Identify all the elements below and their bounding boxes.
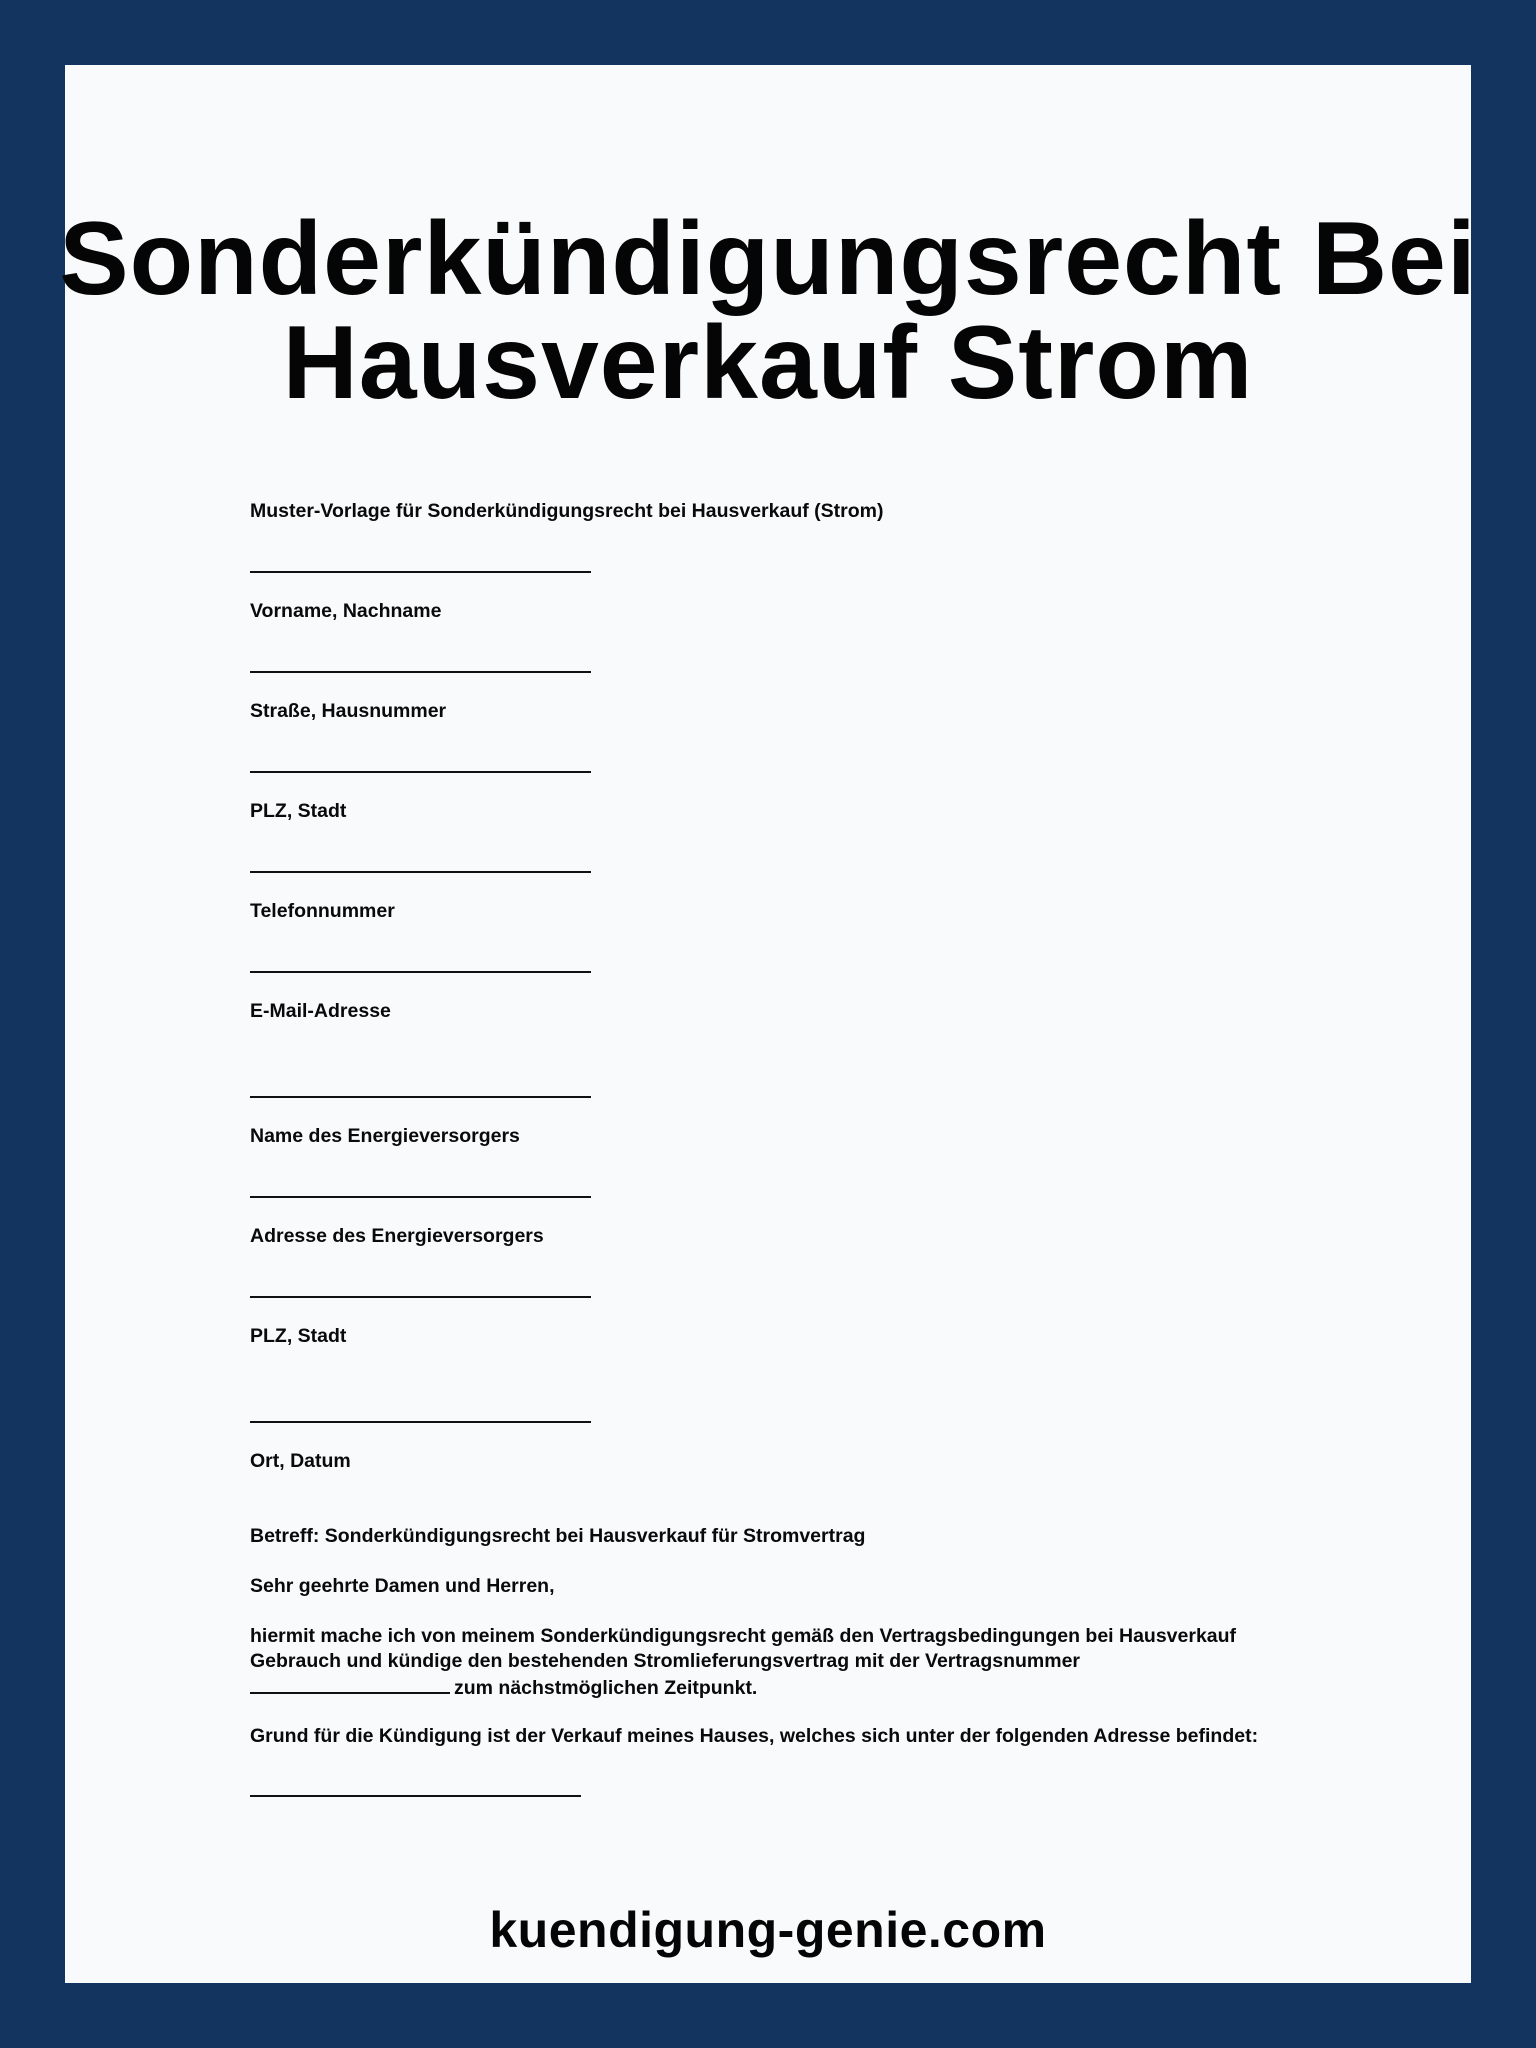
input-line[interactable]: [250, 871, 591, 873]
template-subtitle: Muster-Vorlage für Sonderkündigungsrecht bei Hausverkauf (Strom): [250, 500, 884, 522]
letter-salutation: Sehr geehrte Damen und Herren,: [250, 1575, 555, 1597]
input-line[interactable]: [250, 771, 591, 773]
letter-subject: Betreff: Sonderkündigungsrecht bei Hausverkauf für Stromvertrag: [250, 1525, 866, 1547]
input-line[interactable]: [250, 971, 591, 973]
title-line-1: Sonderkündigungsrecht Bei: [59, 201, 1477, 317]
input-line[interactable]: [250, 1421, 591, 1423]
address-input-line[interactable]: [250, 1795, 581, 1797]
input-line[interactable]: [250, 571, 591, 573]
field-label-email: E-Mail-Adresse: [250, 1000, 391, 1022]
letter-paragraph-1: [250, 1624, 1290, 1701]
field-label-provider-name: Name des Energieversorgers: [250, 1125, 520, 1147]
field-label-phone: Telefonnummer: [250, 900, 395, 922]
field-label-name: Vorname, Nachname: [250, 600, 442, 622]
paragraph-1-text: hiermit mache ich von meinem Sonderkündigungsrecht gemäß den Vertragsbedingungen bei Hausverkauf Gebrauch und kündige den bestehenden Stromlieferungsvertrag mit der Vertragsnummer: [250, 1625, 1237, 1672]
document-title: [0, 201, 1536, 421]
input-line[interactable]: [250, 671, 591, 673]
paragraph-1-end: zum nächstmöglichen Zeitpunkt.: [454, 1677, 758, 1699]
field-label-place-date: Ort, Datum: [250, 1450, 351, 1472]
contract-number-blank[interactable]: [250, 1674, 450, 1694]
field-label-provider-address: Adresse des Energieversorgers: [250, 1225, 544, 1247]
letter-paragraph-2: Grund für die Kündigung ist der Verkauf meines Hauses, welches sich unter der folgenden Adresse befindet:: [250, 1725, 1259, 1747]
input-line[interactable]: [250, 1296, 591, 1298]
field-label-provider-zip-city: PLZ, Stadt: [250, 1325, 347, 1347]
field-label-street: Straße, Hausnummer: [250, 700, 447, 722]
input-line[interactable]: [250, 1096, 591, 1098]
field-label-zip-city: PLZ, Stadt: [250, 800, 347, 822]
input-line[interactable]: [250, 1196, 591, 1198]
footer-website: kuendigung-genie.com: [489, 1902, 1047, 1958]
title-line-2: Hausverkauf Strom: [282, 305, 1254, 421]
